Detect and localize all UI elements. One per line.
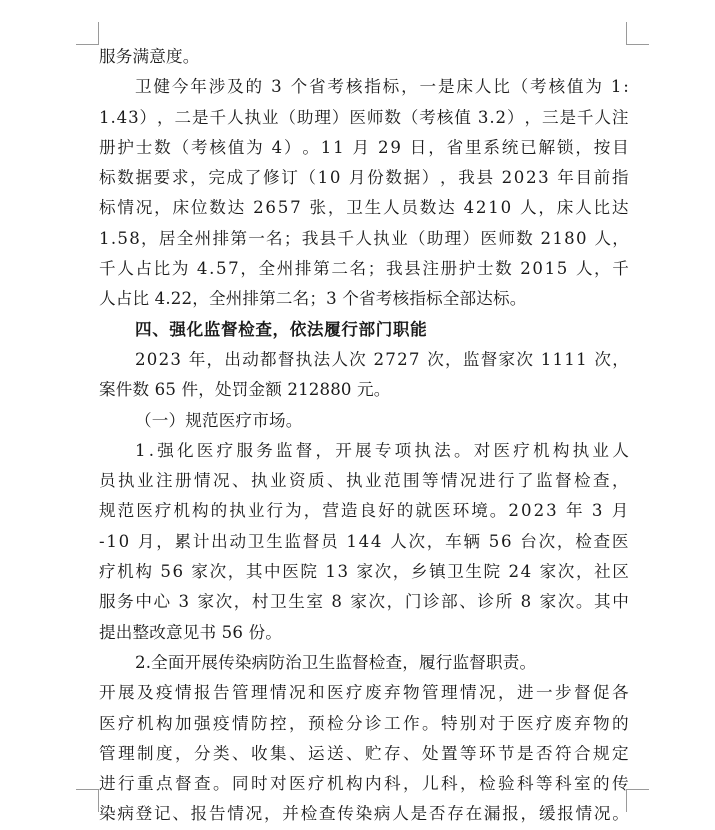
text-line: 进 行 重 点 督 查 。 同 时 对 医 疗 机 构 内 科 ， 儿 科 ， 检 验 科 等 科 室 的 传 — [99, 774, 629, 794]
text-line — [99, 618, 629, 648]
line-text: 四、强化监督检查，依法履行部门职能 — [135, 319, 428, 339]
text-line: 卫 健 今 年 涉 及 的 3 个 省 考 核 指 标 ， 一 是 床 人 比 （ 考 核 值 为 1 : — [135, 77, 629, 97]
section-heading — [99, 315, 629, 345]
text-line: 1 . 4 3 ） ， 二 是 千 人 执 业 （ 助 理 ） 医 师 数 （ 考 核 值 3 . 2 ） ， 三 是 千 人 注 — [99, 107, 629, 127]
crop-mark-top-right — [626, 22, 649, 45]
text-line — [99, 375, 629, 405]
text-line: 千 人 占 比 为 4 . 5 7 ， 全 州 排 第 二 名 ； 我 县 注 册 护 士 数 2 0 1 5 人 ， 千 — [99, 259, 629, 279]
text-line: 标 数 据 要 求 ， 完 成 了 修 订 （ 1 0 月 份 数 据 ） ， 我 县 2 0 2 3 年 目 前 指 — [99, 168, 629, 188]
text-line: 员 执 业 注 册 情 况 、 执 业 资 质 、 执 业 范 围 等 情 况 进 行 了 监 督 检 查 ， — [99, 471, 629, 491]
crop-mark-bottom-left — [76, 789, 99, 812]
crop-mark-top-left — [76, 22, 99, 45]
line-text: 服务满意度。 — [99, 47, 200, 66]
text-line: 医 疗 机 构 加 强 疫 情 防 控 ， 预 检 分 诊 工 作 。 特 别 对 于 医 疗 废 弃 物 的 — [99, 713, 629, 733]
text-line: 染 病 登 记 、 报 告 情 况 ， 并 检 查 传 染 病 人 是 否 存 在 漏 报 ， 缓 报 情 况 。 — [99, 804, 629, 824]
text-line — [99, 406, 629, 436]
text-line: 疗 机 构 5 6 家 次 ， 其 中 医 院 1 3 家 次 ， 乡 镇 卫 生 院 2 4 家 次 ， 社 区 — [99, 562, 629, 582]
text-line: - 1 0 月 ， 累 计 出 动 卫 生 监 督 员 1 4 4 人 次 ， 车 辆 5 6 台 次 ， 检 查 医 — [99, 531, 629, 551]
line-text: 2.全面开展传染病防治卫生监督检查，履行监督职责。 — [135, 652, 537, 672]
text-line: 2 0 2 3 年 ， 出 动 都 督 执 法 人 次 2 7 2 7 次 ， 监 督 家 次 1 1 1 1 次 ， — [135, 349, 629, 369]
line-text: 提出整改意见书 56 份。 — [99, 622, 282, 642]
text-line: 标 情 况 ， 床 位 数 达 2 6 5 7 张 ， 卫 生 人 员 数 达 4 2 1 0 人 ， 床 人 比 达 — [99, 198, 629, 218]
document-body[interactable] — [99, 42, 629, 830]
text-line: 规 范 医 疗 机 构 的 执 业 行 为 ， 营 造 良 好 的 就 医 环 境 。 2 0 2 3 年 3 月 — [99, 501, 629, 521]
line-text: 案件数 65 件，处罚金额 212880 元。 — [99, 380, 391, 400]
text-line: 管 理 制 度 ， 分 类 、 收 集 、 运 送 、 贮 存 、 处 置 等 环 节 是 否 符 合 规 定 — [99, 743, 629, 763]
text-line — [99, 648, 629, 678]
line-text: 人占比 4.22，全州排第二名；3 个省考核指标全部达标。 — [99, 289, 527, 309]
text-line: 1 . 强 化 医 疗 服 务 监 督 ， 开 展 专 项 执 法 。 对 医 疗 机 构 执 业 人 — [135, 440, 629, 460]
text-line — [99, 284, 629, 314]
crop-mark-bottom-right — [626, 789, 649, 812]
text-line: 册 护 士 数 （ 考 核 值 为 4 ） 。 1 1 月 2 9 日 ， 省 里 系 统 已 解 锁 ， 按 目 — [99, 137, 629, 157]
text-line: 开 展 及 疫 情 报 告 管 理 情 况 和 医 疗 废 弃 物 管 理 情 况 ， 进 一 步 督 促 各 — [99, 683, 629, 703]
text-line: 服 务 中 心 3 家 次 ， 村 卫 生 室 8 家 次 ， 门 诊 部 、 诊 所 8 家 次 。 其 中 — [99, 592, 629, 612]
text-line — [99, 42, 629, 72]
text-line: 1 . 5 8 ， 居 全 州 排 第 一 名 ； 我 县 千 人 执 业 （ 助 理 ） 医 师 数 2 1 8 0 人 ， — [99, 228, 629, 248]
line-text: （一）规范医疗市场。 — [135, 410, 303, 430]
